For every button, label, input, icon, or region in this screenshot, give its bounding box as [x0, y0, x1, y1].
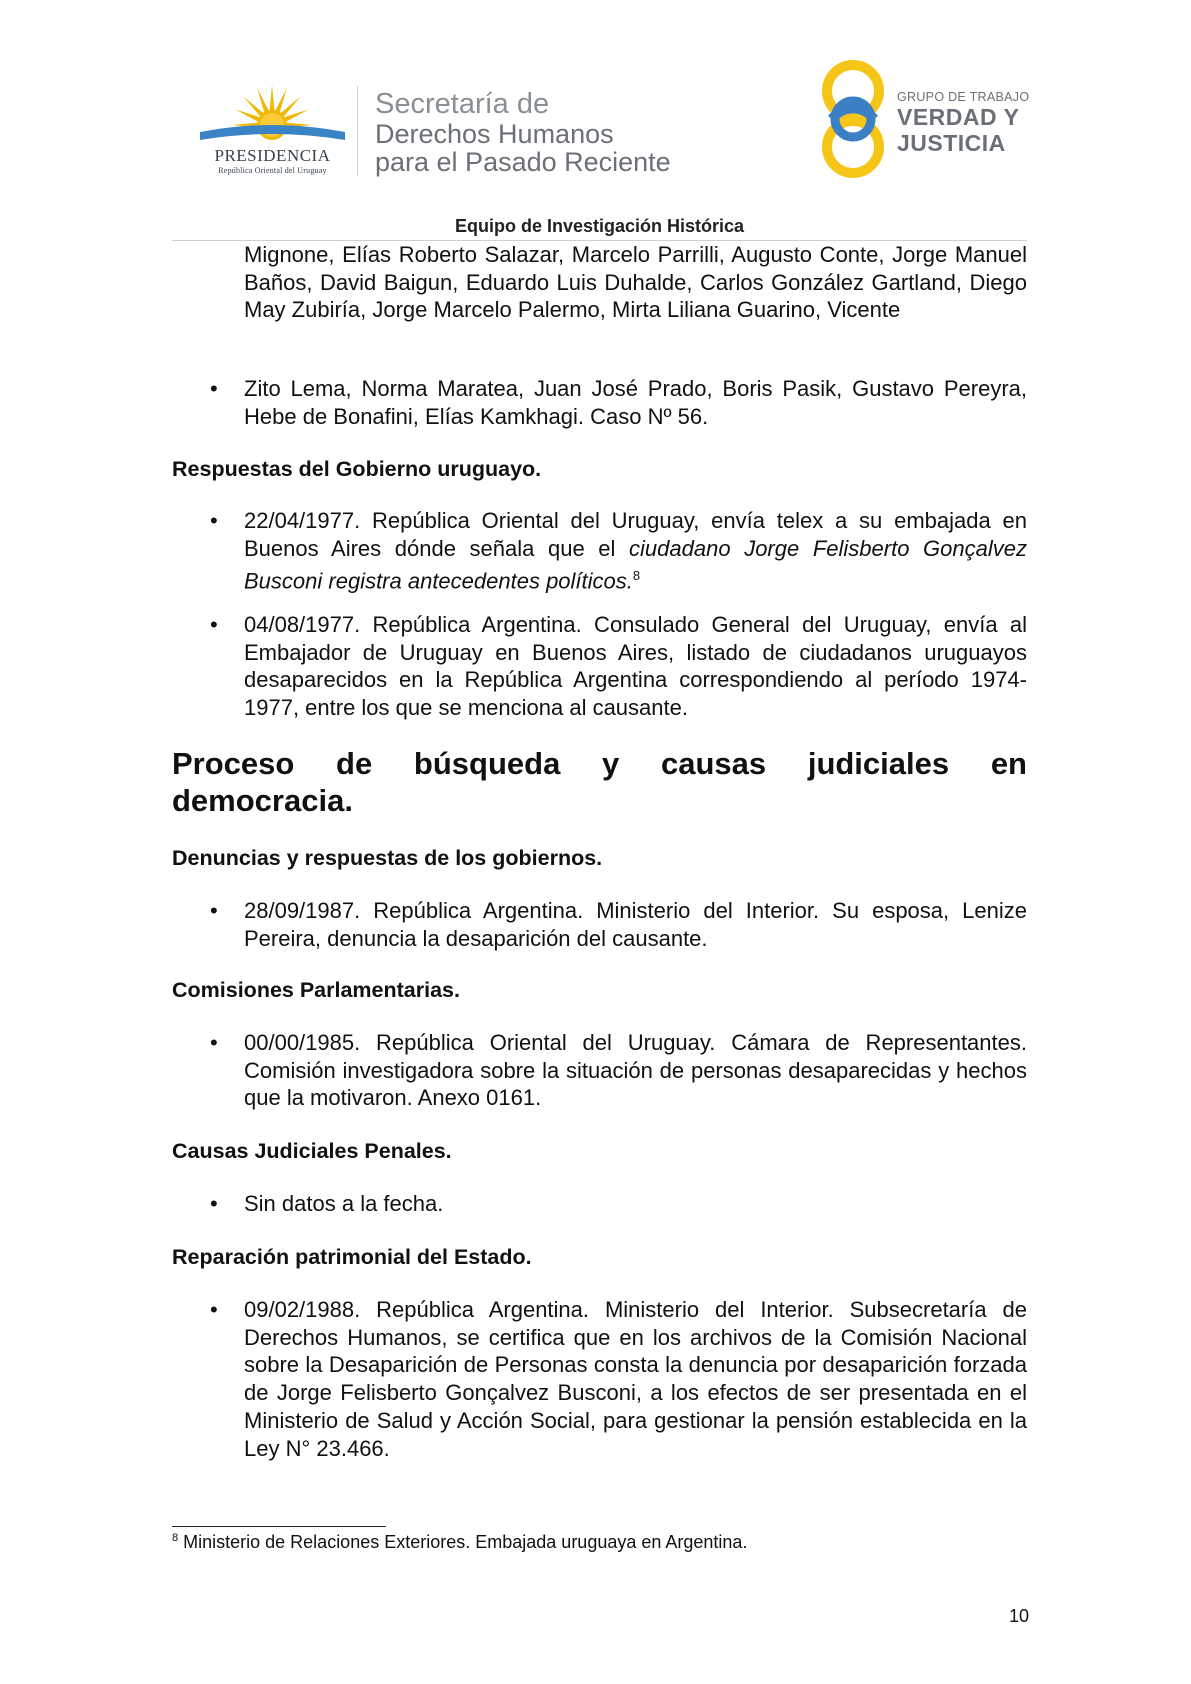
respuesta-item-2: 04/08/1977. República Argentina. Consulado General del Uruguay, envía al Embajador de Uruguay en Buenos Aires, listado de ciudadanos uruguayos desaparecidos en la República Argentina correspondiendo al período 1974-1977, entre los que se menciona al causante. — [244, 612, 1027, 721]
denuncias-item: 28/09/1987. República Argentina. Ministerio del Interior. Su esposa, Lenize Pereira, denuncia la desaparición del causante. — [244, 898, 1027, 951]
gtvj-line2: JUSTICIA — [897, 130, 1006, 156]
bullet-marker: • — [210, 1030, 218, 1055]
footnote-number: 8 — [172, 1532, 179, 1544]
footnote-ref: 8 — [632, 568, 641, 584]
footnote-rule — [172, 1526, 386, 1527]
secretaria-line2: Derechos Humanos — [375, 119, 614, 149]
reparacion-heading: Reparación patrimonial del Estado. — [172, 1245, 532, 1269]
bullet-marker: • — [210, 898, 218, 923]
bullet-marker: • — [210, 1297, 218, 1322]
secretaria-line1: Secretaría de — [375, 88, 550, 120]
footnote-text: Ministerio de Relaciones Exteriores. Embajada uruguaya en Argentina. — [178, 1532, 748, 1552]
logo-divider — [357, 86, 358, 176]
section-title-line1: Proceso de búsqueda y causas judiciales en — [172, 746, 1027, 781]
reparacion-item: 09/02/1988. República Argentina. Ministerio del Interior. Subsecretaría de Derechos Humanos, se certifica que en los archivos de la Comisión Nacional sobre la Desaparición de Personas consta la denuncia por desaparición forzada de Jorge Felisberto Gonçalvez Busconi, a los efectos de ser presentada en el Ministerio de Salud y Acción Social, para gestionar la pensión establecida en la Ley N° 23.466. — [244, 1297, 1027, 1461]
presidencia-wordmark: PRESIDENCIA — [214, 146, 331, 165]
running-header-title: Equipo de Investigación Histórica — [454, 216, 745, 236]
bullet-marker: • — [210, 612, 218, 637]
secretaria-line3: para el Pasado Reciente — [375, 147, 671, 177]
causas-heading: Causas Judiciales Penales. — [172, 1139, 452, 1163]
bullet-marker: • — [210, 376, 218, 401]
secretaria-logo — [375, 88, 671, 176]
respuesta-item-1-italic: ciudadano Jorge Felisberto Gonçalvez Busconi registra antecedentes políticos. — [244, 535, 1027, 594]
respuesta-item-1 — [244, 507, 1027, 595]
zito-list-item: Zito Lema, Norma Maratea, Juan José Prado, Boris Pasik, Gustavo Pereyra, Hebe de Bonafini, Elías Kamkhagi. Caso Nº 56. — [244, 376, 1027, 429]
interlocked-rings-icon — [820, 55, 900, 185]
gtvj-wordmark — [897, 90, 1029, 156]
comisiones-item: 00/00/1985. República Oriental del Uruguay. Cámara de Representantes. Comisión investigadora sobre la situación de personas desaparecidas y hechos que la motivaron. Anexo 0161. — [244, 1030, 1027, 1111]
page-number: 10 — [1008, 1606, 1029, 1626]
causas-item: Sin datos a la fecha. — [244, 1191, 444, 1216]
denuncias-heading: Denuncias y respuestas de los gobiernos. — [172, 846, 603, 870]
footnote — [172, 1532, 747, 1553]
bullet-marker: • — [210, 508, 218, 533]
section-title-line2: democracia. — [172, 783, 353, 818]
gtvj-small-text: GRUPO DE TRABAJO — [897, 90, 1030, 104]
respuesta-item-1-text: 22/04/1977. República Oriental del Uruguay, envía telex a su embajada en Buenos Aires dónde señala que el — [244, 508, 1027, 561]
comisiones-heading: Comisiones Parlamentarias. — [172, 978, 460, 1002]
presidencia-subtitle: República Oriental del Uruguay — [218, 166, 327, 175]
respuestas-heading: Respuestas del Gobierno uruguayo. — [172, 457, 542, 481]
bullet-marker: • — [210, 1191, 218, 1216]
intro-paragraph: Mignone, Elías Roberto Salazar, Marcelo Parrilli, Augusto Conte, Jorge Manuel Baños, David Baigun, Eduardo Luis Duhalde, Carlos González Gartland, Diego May Zubiría, Jorge Marcelo Palermo, Mirta Liliana Guarino, Vicente — [244, 242, 1027, 323]
gtvj-line1: VERDAD Y — [897, 104, 1020, 130]
